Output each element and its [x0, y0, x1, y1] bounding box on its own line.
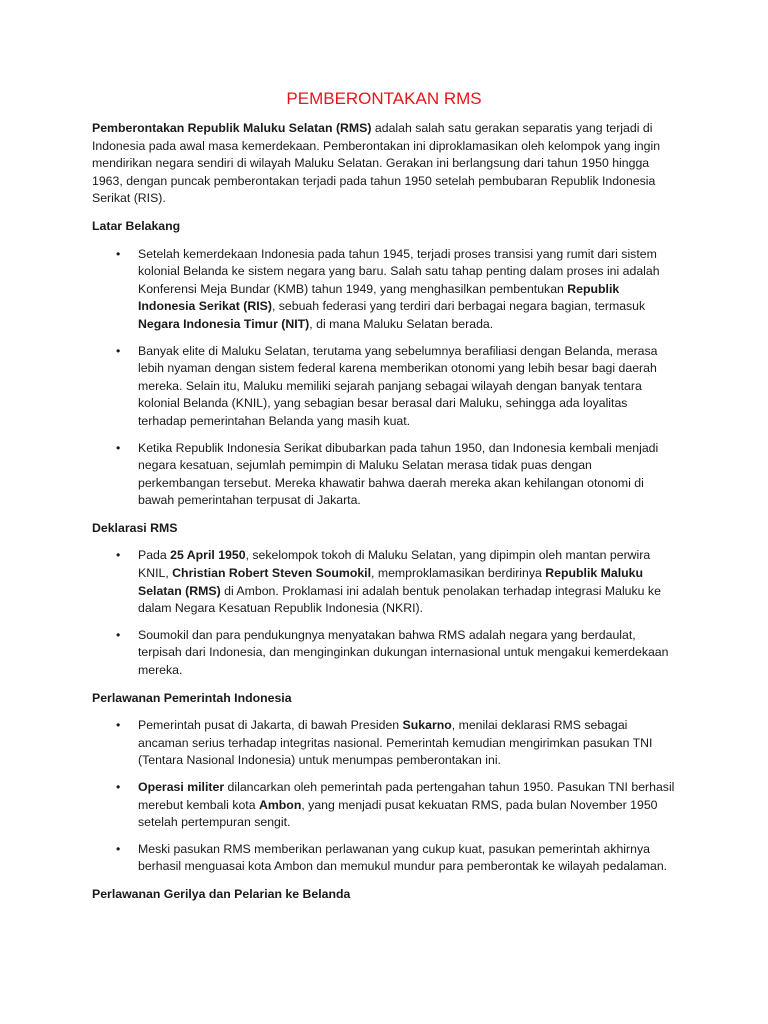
list-item: • Soumokil dan para pendukungnya menyatakan bahwa RMS adalah negara yang berdaulat, terpisah dari Indonesia, dan menginginkan dukungan internasional untuk mengakui kemerdekaan mereka. [92, 627, 676, 680]
list-item: • Ketika Republik Indonesia Serikat dibubarkan pada tahun 1950, dan Indonesia kembali menjadi negara kesatuan, sejumlah pemimpin di Maluku Selatan merasa tidak puas dengan perkembangan tersebut. Mereka khawatir bahwa daerah mereka akan kehilangan otonomi di bawah pemerintahan terpusat di Jakarta. [92, 440, 676, 510]
list-item: • Banyak elite di Maluku Selatan, terutama yang sebelumnya berafiliasi dengan Belanda, merasa lebih nyaman dengan sistem federal karena memberikan otonomi yang lebih besar bagi daerah mereka. Selain itu, Maluku memiliki sejarah panjang sebagai wilayah dengan banyak tentara kolonial Belanda (KNIL), yang sebagian besar berasal dari Maluku, sehingga ada loyalitas terhadap pemerintahan Belanda yang masih kuat. [92, 343, 676, 431]
list-item: • Pada 25 April 1950, sekelompok tokoh di Maluku Selatan, yang dipimpin oleh mantan perwira KNIL, Christian Robert Steven Soumokil, memproklamasikan berdirinya Republik Maluku Selatan (RMS) di Ambon. Proklamasi ini adalah bentuk penolakan terhadap integrasi Maluku ke dalam Negara Kesatuan Republik Indonesia (NKRI). [92, 547, 676, 617]
section-heading-latar-belakang: Latar Belakang [92, 218, 181, 233]
intro-paragraph: Pemberontakan Republik Maluku Selatan (RMS) adalah salah satu gerakan separatis yang terjadi di Indonesia pada awal masa kemerdekaan. Pemberontakan ini diproklamasikan oleh kelompok yang ingin mendirikan negara sendiri di wilayah Maluku Selatan. Gerakan ini berlangsung dari tahun 1950 hingga 1963, dengan puncak pemberontakan terjadi pada tahun 1950 setelah pembubaran Republik Indonesia Serikat (RIS). [92, 121, 661, 206]
list-item: • Pemerintah pusat di Jakarta, di bawah Presiden Sukarno, menilai deklarasi RMS sebagai ancaman serius terhadap integritas nasional. Pemerintah kemudian mengirimkan pasukan TNI (Tentara Nasional Indonesia) untuk menumpas pemberontakan ini. [92, 717, 676, 770]
bullet-list-deklarasi-rms [92, 547, 676, 679]
bullet-list-perlawanan-pemerintah [92, 717, 676, 876]
section-heading-perlawanan-gerilya: Perlawanan Gerilya dan Pelarian ke Belanda [92, 886, 351, 901]
bullet-list-latar-belakang [92, 246, 676, 510]
list-item: • Setelah kemerdekaan Indonesia pada tahun 1945, terjadi proses transisi yang rumit dari sistem kolonial Belanda ke sistem negara yang baru. Salah satu tahap penting dalam proses ini adalah Konferensi Meja Bundar (KMB) tahun 1949, yang menghasilkan pembentukan Republik Indonesia Serikat (RIS), sebuah federasi yang terdiri dari berbagai negara bagian, termasuk Negara Indonesia Timur (NIT), di mana Maluku Selatan berada. [92, 246, 676, 334]
section-heading-deklarasi-rms: Deklarasi RMS [92, 520, 178, 535]
section-heading-perlawanan-pemerintah: Perlawanan Pemerintah Indonesia [92, 690, 292, 705]
intro-bold-term: Pemberontakan Republik Maluku Selatan (RMS) [92, 121, 372, 135]
list-item: • Meski pasukan RMS memberikan perlawanan yang cukup kuat, pasukan pemerintah akhirnya berhasil menguasai kota Ambon dan memukul mundur para pemberontak ke wilayah pedalaman. [92, 841, 676, 876]
list-item: • Operasi militer dilancarkan oleh pemerintah pada pertengahan tahun 1950. Pasukan TNI berhasil merebut kembali kota Ambon, yang menjadi pusat kekuatan RMS, pada bulan November 1950 setelah pertempuran sengit. [92, 779, 676, 832]
document-title: PEMBERONTAKAN RMS [286, 89, 482, 108]
